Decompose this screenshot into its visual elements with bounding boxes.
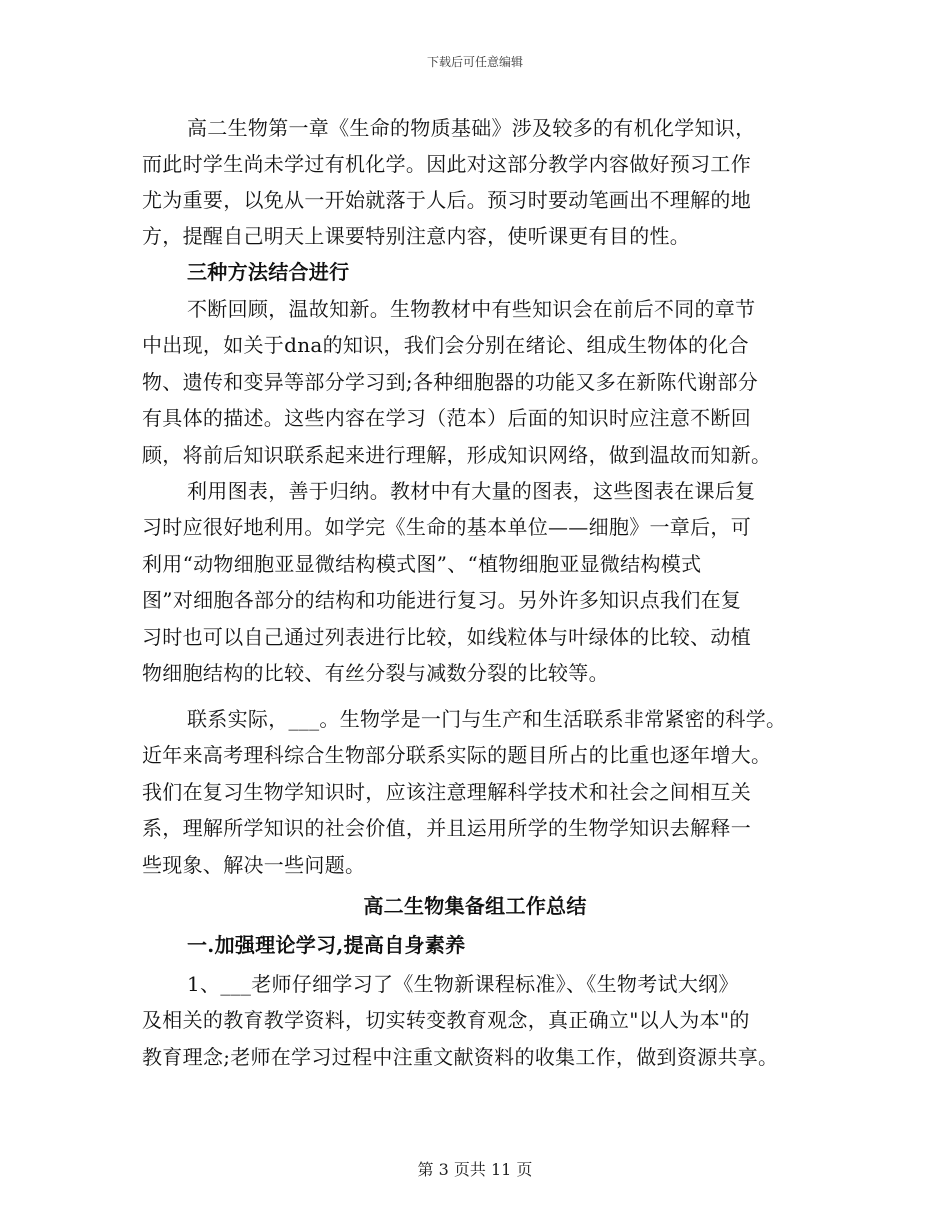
paragraph-line: 高二生物第一章《生命的物质基础》涉及较多的有机化学知识， bbox=[187, 116, 756, 140]
paragraph-line: 1、___老师仔细学习了《生物新课程标准》、《生物考试大纲》 bbox=[187, 972, 739, 996]
paragraph-line: 顾，将前后知识联系起来进行理解，形成知识网络，做到温故而知新。 bbox=[142, 443, 772, 467]
paragraph-line: 有具体的描述。这些内容在学习（范本）后面的知识时应注意不断回 bbox=[142, 406, 751, 430]
paragraph-line: 及相关的教育教学资料，切实转变教育观念，真正确立"以人为本"的 bbox=[142, 1008, 750, 1032]
paragraph-line: 习时应很好地利用。如学完《生命的基本单位——细胞》一章后，可 bbox=[142, 515, 751, 539]
paragraph-line: 教育理念;老师在学习过程中注重文献资料的收集工作，做到资源共享。 bbox=[142, 1045, 779, 1069]
section-heading: 三种方法结合进行 bbox=[187, 260, 350, 284]
paragraph-line: 而此时学生尚未学过有机化学。因此对这部分教学内容做好预习工作 bbox=[142, 152, 751, 176]
paragraph-line: 利用“动物细胞亚显微结构模式图”、“植物细胞亚显微结构模式 bbox=[142, 552, 702, 576]
paragraph-line: 我们在复习生物学知识时，应该注意理解科学技术和社会之间相互关 bbox=[142, 780, 751, 804]
paragraph-line: 尤为重要，以免从一开始就落于人后。预习时要动笔画出不理解的地 bbox=[142, 188, 751, 212]
paragraph-line: 物细胞结构的比较、有丝分裂与减数分裂的比较等。 bbox=[142, 661, 609, 685]
paragraph-line: 系，理解所学知识的社会价值，并且运用所学的生物学知识去解释一 bbox=[142, 816, 751, 840]
paragraph-line: 联系实际，___。生物学是一门与生产和生活联系非常紧密的科学。 bbox=[187, 707, 787, 731]
paragraph-line: 不断回顾，温故知新。生物教材中有些知识会在前后不同的章节 bbox=[187, 297, 756, 321]
document-title: 高二生物集备组工作总结 bbox=[363, 894, 587, 918]
page-footer: 第 3 页共 11 页 bbox=[417, 1160, 533, 1179]
paragraph-line: 图”对细胞各部分的结构和功能进行复习。另外许多知识点我们在复 bbox=[142, 588, 742, 612]
paragraph-line: 些现象、解决一些问题。 bbox=[142, 853, 366, 877]
page-header: 下载后可任意编辑 bbox=[426, 55, 523, 69]
paragraph-line: 物、遗传和变异等部分学习到;各种细胞器的功能又多在新陈代谢部分 bbox=[142, 370, 759, 394]
section-heading: 一.加强理论学习,提高自身素养 bbox=[187, 933, 466, 957]
paragraph-line: 近年来高考理科综合生物部分联系实际的题目所占的比重也逐年增大。 bbox=[142, 743, 772, 767]
paragraph-line: 中出现，如关于dna的知识，我们会分别在绪论、组成生物体的化合 bbox=[142, 333, 749, 357]
paragraph-line: 方，提醒自己明天上课要特别注意内容，使听课更有目的性。 bbox=[142, 224, 691, 248]
paragraph-line: 习时也可以自己通过列表进行比较，如线粒体与叶绿体的比较、动植 bbox=[142, 625, 751, 649]
paragraph-line: 利用图表，善于归纳。教材中有大量的图表，这些图表在课后复 bbox=[187, 479, 756, 503]
